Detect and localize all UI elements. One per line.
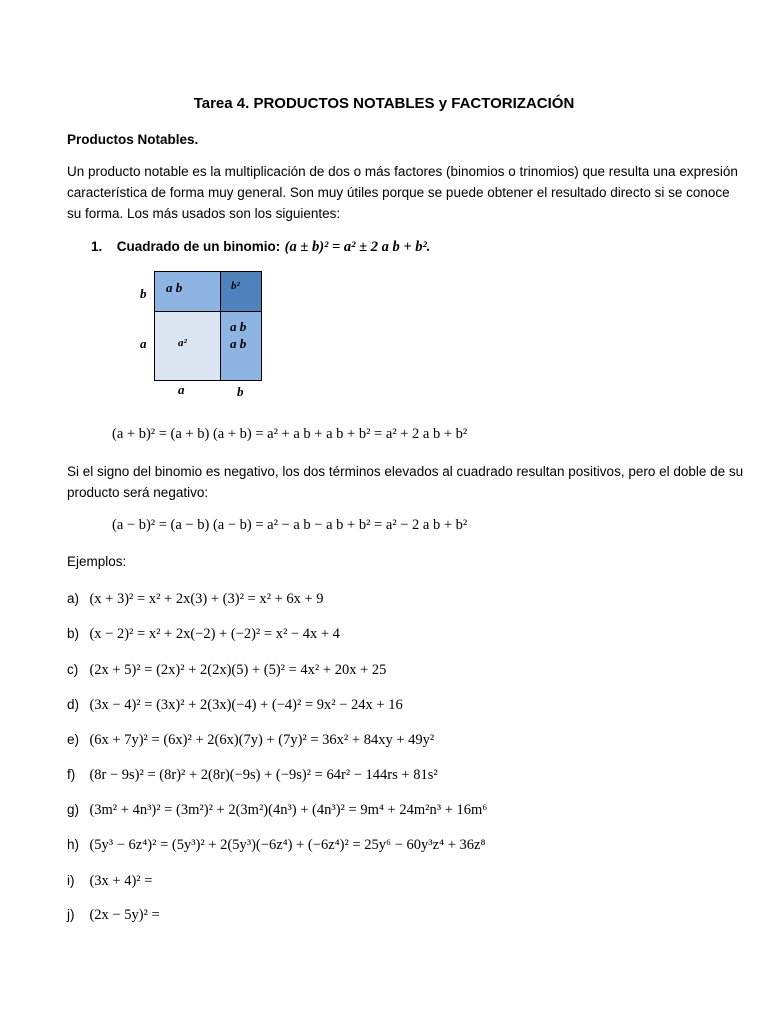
example-label: h): [67, 837, 80, 852]
example-row: [67, 731, 434, 749]
negative-paragraph: [67, 461, 743, 503]
section-heading: Productos Notables.: [67, 132, 199, 147]
example-label: b): [67, 626, 80, 641]
example-row: [67, 872, 152, 890]
side-b-bottom: b: [237, 384, 244, 399]
examples-heading: Ejemplos:: [67, 554, 127, 569]
cell-ab-top-label: a b: [166, 280, 183, 295]
example-expression: (2x − 5y)² =: [89, 907, 160, 923]
example-row: [67, 590, 324, 608]
intro-line: su forma. Los más usados son los siguientes:: [67, 206, 341, 221]
cell-ab-top: [154, 271, 222, 313]
side-b-left: b: [140, 286, 147, 301]
example-expression: (3m² + 4n³)² = (3m²)² + 2(3m²)(4n³) + (4n³)² = 9m⁴ + 24m²n³ + 16m⁶: [89, 802, 488, 818]
negative-line: producto será negativo:: [67, 485, 209, 500]
negative-line: Si el signo del binomio es negativo, los dos términos elevados al cuadrado resultan positivos, pero el doble de su: [67, 464, 744, 479]
item-label: Cuadrado de un binomio:: [116, 239, 281, 254]
intro-line: característica de forma muy general. Son muy útiles porque se puede obtener el resultado directo si se conoce: [67, 185, 730, 200]
cell-b2-label: b²: [231, 280, 240, 292]
example-expression: (8r − 9s)² = (8r)² + 2(8r)(−9s) + (−9s)² = 64r² − 144rs + 81s²: [89, 767, 438, 783]
example-row: [67, 625, 340, 643]
example-expression: (x − 2)² = x² + 2x(−2) + (−2)² = x² − 4x + 4: [89, 626, 340, 642]
example-row: [67, 696, 403, 714]
intro-line: Un producto notable es la multiplicación de dos o más factores (binomios o trinomios) que resulta una expresión: [67, 164, 738, 179]
example-row: [67, 661, 386, 679]
intro-paragraph: [67, 161, 738, 224]
item-formula: (a ± b)² = a² ± 2 a b + b².: [284, 239, 431, 255]
example-label: c): [67, 662, 79, 677]
example-row: [67, 836, 486, 854]
list-item-1: [91, 238, 430, 256]
cell-a-squared: [154, 311, 222, 381]
equation-difference-square: (a − b)² = (a − b) (a − b) = a² − a b − a b + b² = a² − 2 a b + b²: [112, 517, 468, 533]
example-label: d): [67, 697, 80, 712]
cell-ab-right-label-2: a b: [230, 336, 247, 351]
binomial-square-diagram: [120, 265, 290, 405]
page-title: Tarea 4. PRODUCTOS NOTABLES y FACTORIZACIÓN: [193, 95, 575, 112]
example-expression: (3x − 4)² = (3x)² + 2(3x)(−4) + (−4)² = 9x² − 24x + 16: [89, 697, 403, 713]
side-a-left: a: [140, 336, 147, 351]
example-expression: (5y³ − 6z⁴)² = (5y³)² + 2(5y³)(−6z⁴) + (−6z⁴)² = 25y⁶ − 60y³z⁴ + 36z⁸: [89, 837, 486, 853]
example-label: a): [67, 591, 80, 606]
example-expression: (x + 3)² = x² + 2x(3) + (3)² = x² + 6x + 9: [89, 591, 324, 607]
example-row: [67, 766, 438, 784]
example-expression: (3x + 4)² =: [89, 873, 153, 889]
example-label: g): [67, 802, 80, 817]
item-number: 1.: [91, 239, 103, 254]
cell-ab-right-label-1: a b: [230, 319, 247, 334]
example-label: j): [67, 907, 75, 922]
example-label: e): [67, 732, 80, 747]
example-expression: (2x + 5)² = (2x)² + 2(2x)(5) + (5)² = 4x² + 20x + 25: [89, 662, 387, 678]
example-expression: (6x + 7y)² = (6x)² + 2(6x)(7y) + (7y)² = 36x² + 84xy + 49y²: [89, 732, 435, 748]
equation-sum-square: (a + b)² = (a + b) (a + b) = a² + a b + a b + b² = a² + 2 a b + b²: [112, 426, 468, 442]
example-label: f): [67, 767, 76, 782]
example-row: [67, 801, 487, 819]
cell-a2-label: a²: [178, 337, 187, 349]
side-a-bottom: a: [178, 382, 185, 397]
cell-b-squared: [220, 271, 262, 313]
example-label: i): [67, 873, 75, 888]
example-row: [67, 906, 160, 924]
